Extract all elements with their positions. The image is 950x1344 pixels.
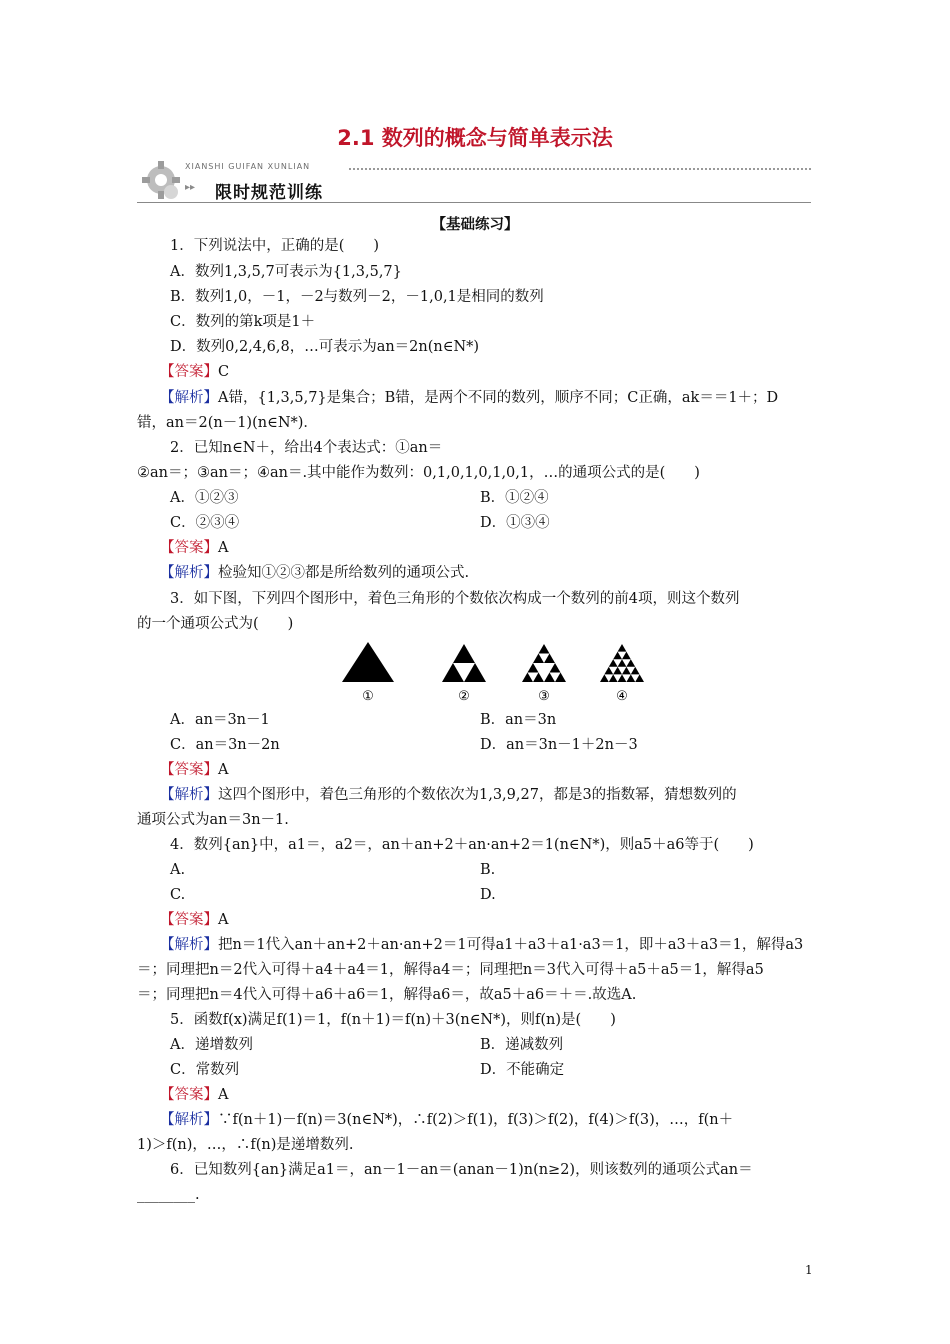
triangle-fig-1 bbox=[342, 642, 394, 682]
q3-explanation-cont: 通项公式为an＝3n－1. bbox=[137, 812, 289, 828]
q4-option-a: A. bbox=[170, 862, 186, 878]
q2-option-b: B．①②④ bbox=[480, 490, 549, 506]
arrow-icon: ▸▸ bbox=[185, 182, 196, 193]
q4-answer: 【答案】A bbox=[160, 912, 229, 928]
q1-explanation: 【解析】A错，{1,3,5,7}是集合；B错，是两个不同的数列，顺序不同；C正确，ak＝＝1＋；D bbox=[160, 390, 779, 406]
q3-answer: 【答案】A bbox=[160, 762, 229, 778]
figure-label-2: ② bbox=[458, 689, 470, 704]
section-heading: 【基础练习】 bbox=[431, 216, 519, 233]
q4-option-b: B. bbox=[480, 862, 496, 878]
page-title: 2.1 数列的概念与简单表示法 bbox=[337, 126, 613, 150]
q5-option-c: C．常数列 bbox=[170, 1062, 240, 1078]
small-triangle bbox=[622, 667, 631, 675]
q3-stem: 3．如下图，下列四个图形中，着色三角形的个数依次构成一个数列的前4项，则这个数列 bbox=[170, 591, 740, 607]
answer-label: 【答案】 bbox=[160, 364, 218, 380]
q3-stem-cont: 的一个通项公式为( ) bbox=[137, 616, 294, 632]
section-banner bbox=[137, 158, 811, 206]
banner-label: 限时规范训练 bbox=[215, 183, 323, 203]
small-triangle bbox=[600, 674, 609, 682]
banner-pinyin: XIANSHI GUIFAN XUNLIAN bbox=[185, 162, 311, 171]
banner-underline bbox=[137, 202, 811, 203]
q1-option-d: D．数列0,2,4,6,8，…可表示为an＝2n(n∈N*) bbox=[170, 339, 480, 355]
q3-option-d: D．an＝3n－1＋2n－3 bbox=[480, 737, 638, 753]
gear-logo-icon bbox=[139, 158, 183, 202]
q5-stem: 5．函数f(x)满足f(1)＝1，f(n＋1)＝f(n)＋3(n∈N*)，则f(n)是( ) bbox=[170, 1012, 616, 1028]
q1-option-a: A．数列1,3,5,7可表示为{1,3,5,7} bbox=[170, 264, 402, 280]
small-triangle bbox=[622, 652, 631, 660]
q3-option-b: B．an＝3n bbox=[480, 712, 557, 728]
q4-explanation-cont2: ＝；同理把n＝4代入可得＋a6＋a6＝1，解得a6＝，故a5＋a6＝＋＝.故选A. bbox=[137, 987, 637, 1003]
q4-explanation: 【解析】把n＝1代入an＋an+2＋an·an+2＝1可得a1＋a3＋a1·a3＝1，即＋a3＋a3＝1，解得a3 bbox=[160, 937, 804, 953]
q6-stem: 6．已知数列{an}满足a1＝，an－1－an＝(anan－1)n(n≥2)，则该数列的通项公式an＝ bbox=[170, 1162, 753, 1178]
small-triangle bbox=[618, 659, 627, 667]
q2-option-a: A．①②③ bbox=[170, 490, 239, 506]
small-triangle bbox=[613, 667, 622, 675]
q3-explanation: 【解析】这四个图形中，着色三角形的个数依次为1,3,9,27，都是3的指数幂，猜想数列的 bbox=[160, 787, 737, 803]
small-triangle bbox=[609, 674, 618, 682]
small-triangle bbox=[631, 667, 640, 675]
small-triangle bbox=[613, 652, 622, 660]
q4-stem: 4．数列{an}中，a1＝，a2＝，an＋an+2＋an·an+2＝1(n∈N*)，则a5＋a6等于( ) bbox=[170, 837, 754, 853]
small-triangle bbox=[626, 659, 635, 667]
explanation-label: 【解析】 bbox=[160, 390, 218, 406]
q2-option-d: D．①③④ bbox=[480, 515, 550, 531]
q2-stem-cont: ②an＝；③an＝；④an＝.其中能作为数列：0,1,0,1,0,1,0,1，…的通项公式的是( ) bbox=[137, 465, 700, 481]
banner-dotted-line bbox=[349, 168, 811, 170]
q1-option-b: B．数列1,0，－1，－2与数列－2，－1,0,1是相同的数列 bbox=[170, 289, 544, 305]
q5-option-b: B．递减数列 bbox=[480, 1037, 564, 1053]
small-triangle bbox=[609, 659, 618, 667]
figure-label-1: ① bbox=[362, 689, 374, 704]
q5-explanation: 【解析】∵f(n＋1)－f(n)＝3(n∈N*)，∴f(2)＞f(1)，f(3)＞f(2)，f(4)＞f(3)，…，f(n＋ bbox=[160, 1112, 734, 1128]
q2-option-c: C．②③④ bbox=[170, 515, 240, 531]
page-number: 1 bbox=[805, 1263, 813, 1277]
q2-answer: 【答案】A bbox=[160, 540, 229, 556]
q1-answer: 【答案】C bbox=[160, 364, 230, 380]
q3-option-a: A．an＝3n－1 bbox=[170, 712, 270, 728]
q5-option-a: A．递增数列 bbox=[170, 1037, 253, 1053]
triangle-figures bbox=[330, 640, 660, 705]
small-triangle bbox=[618, 644, 627, 652]
q5-option-d: D．不能确定 bbox=[480, 1062, 565, 1078]
q2-explanation: 【解析】检验知①②③都是所给数列的通项公式. bbox=[160, 565, 470, 581]
q4-explanation-cont1: ＝；同理把n＝2代入可得＋a4＋a4＝1，解得a4＝；同理把n＝3代入可得＋a5＋a5＝1，解得a5 bbox=[137, 962, 764, 978]
q5-explanation-cont: 1)＞f(n)，…，∴f(n)是递增数列. bbox=[137, 1137, 354, 1153]
q4-option-d: D. bbox=[480, 887, 496, 903]
triangle-fig-4 bbox=[600, 644, 644, 682]
triangle-fig-3 bbox=[522, 644, 566, 682]
small-triangle bbox=[618, 674, 627, 682]
q1-stem: 1．下列说法中，正确的是( ) bbox=[170, 238, 380, 254]
q5-answer: 【答案】A bbox=[160, 1087, 229, 1103]
q3-option-c: C．an＝3n－2n bbox=[170, 737, 280, 753]
triangle-fig-2 bbox=[442, 644, 486, 682]
q1-explanation-cont: 错，an＝2(n－1)(n∈N*)． bbox=[137, 415, 318, 431]
q2-stem: 2．已知n∈N＋，给出4个表达式：①an＝ bbox=[170, 440, 443, 456]
figure-label-4: ④ bbox=[616, 689, 628, 704]
figure-label-3: ③ bbox=[538, 689, 550, 704]
small-triangle bbox=[635, 674, 644, 682]
sierpinski-figure bbox=[330, 640, 660, 705]
small-triangle bbox=[604, 667, 613, 675]
q4-option-c: C. bbox=[170, 887, 186, 903]
q1-option-c: C．数列的第k项是1＋ bbox=[170, 314, 316, 330]
q6-blank: ________. bbox=[137, 1187, 200, 1203]
small-triangle bbox=[626, 674, 635, 682]
